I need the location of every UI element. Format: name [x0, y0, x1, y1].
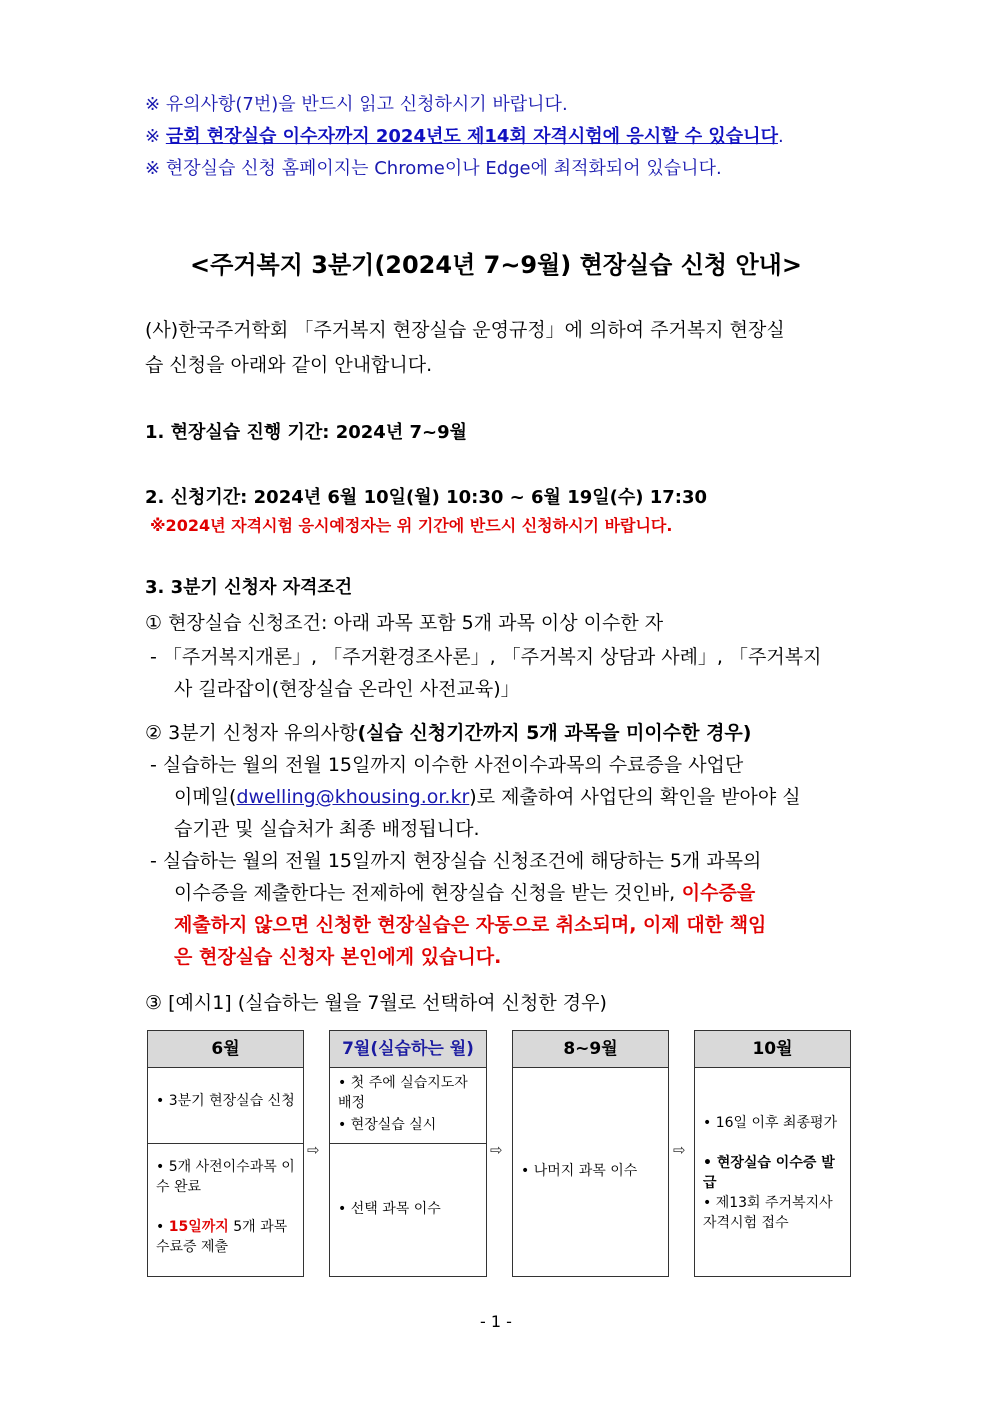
item-2-bullet-1-line-1: - 실습하는 월의 전월 15일까지 이수한 사전이수과목의 수료증을 사업단 — [150, 754, 744, 776]
section-2-note: ※2024년 자격시험 응시예정자는 위 기간에 반드시 신청하시기 바랍니다. — [150, 516, 673, 535]
flow-july-item-elective: • 선택 과목 이수 — [330, 1199, 486, 1219]
item-2-title: ② 3분기 신청자 유의사항(실습 신청기간까지 5개 과목을 미이수한 경우) — [145, 722, 752, 744]
intro-line-1: (사)한국주거학회 「주거복지 현장실습 운영규정」에 의하여 주거복지 현장실 — [145, 319, 785, 341]
flow-october-item-evaluation: • 16일 이후 최종평가 — [695, 1113, 850, 1133]
flow-arrow-3: ⇨ — [673, 1141, 686, 1159]
section-3-heading: 3. 3분기 신청자 자격조건 — [145, 577, 353, 598]
flow-column-june — [147, 1030, 304, 1277]
item-2-bullet-2-line-4: 은 현장실습 신청자 본인에게 있습니다. — [174, 946, 502, 968]
item-2-bullet-2-line-1: - 실습하는 월의 전월 15일까지 현장실습 신청조건에 해당하는 5개 과목의 — [150, 850, 762, 872]
section-2-heading: 2. 신청기간: 2024년 6월 10일(월) 10:30 ~ 6월 19일(수) 17:30 — [145, 487, 708, 508]
flow-header-july: 7월(실습하는 월) — [330, 1031, 486, 1068]
item-2-bullet-1-line-2: 이메일(dwelling@khousing.or.kr)로 제출하여 사업단의 확인을 받아야 실 — [174, 786, 801, 808]
item-2-bullet-2-line-3: 제출하지 않으면 신청한 현장실습은 자동으로 취소되며, 이제 대한 책임 — [174, 914, 767, 936]
flow-arrow-2: ⇨ — [490, 1141, 503, 1159]
item-2-bullet-2-line-2: 이수증을 제출한다는 전제하에 현장실습 신청을 받는 것인바, 이수증을 — [174, 882, 756, 904]
notice-line-2: ※ 금회 현장실습 이수자까지 2024년도 제14회 자격시험에 응시할 수 있습니다. — [145, 126, 784, 147]
flow-column-aug-sep — [512, 1030, 669, 1277]
flow-header-aug-sep: 8~9월 — [513, 1031, 668, 1068]
page-title: <주거복지 3분기(2024년 7~9월) 현장실습 신청 안내> — [190, 251, 802, 279]
item-2-bullet-1-line-3: 습기관 및 실습처가 최종 배정됩니다. — [174, 818, 480, 840]
notice-line-3: ※ 현장실습 신청 홈페이지는 Chrome이나 Edge에 최적화되어 있습니다. — [145, 158, 722, 179]
flow-column-october — [694, 1030, 851, 1277]
flow-july-item-practice: • 현장실습 실시 — [330, 1115, 486, 1135]
item-1-line-1: ① 현장실습 신청조건: 아래 과목 포함 5개 과목 이상 이수한 자 — [145, 612, 664, 634]
flow-june-item-apply: • 3분기 현장실습 신청 — [148, 1091, 303, 1111]
flow-june-item-complete: • 5개 사전이수과목 이수 완료 — [148, 1157, 303, 1198]
flow-october-item-certificate: • 현장실습 이수증 발급 — [695, 1153, 850, 1194]
flow-aug-sep-item: • 나머지 과목 이수 — [513, 1161, 668, 1181]
flow-header-june: 6월 — [148, 1031, 303, 1068]
item-1-line-2: - 「주거복지개론」, 「주거환경조사론」, 「주거복지 상담과 사례」, 「주거복지 — [150, 646, 822, 668]
intro-line-2: 습 신청을 아래와 같이 안내합니다. — [145, 354, 433, 376]
flow-column-july — [329, 1030, 487, 1277]
item-1-line-3: 사 길라잡이(현장실습 온라인 사전교육)」 — [174, 678, 520, 700]
notice-line-1: ※ 유의사항(7번)을 반드시 읽고 신청하시기 바랍니다. — [145, 94, 568, 115]
flow-june-item-submit: • 15일까지 5개 과목 수료증 제출 — [148, 1217, 303, 1258]
flow-arrow-1: ⇨ — [307, 1141, 320, 1159]
email-link[interactable]: dwelling@khousing.or.kr — [236, 786, 470, 808]
flow-october-item-exam: • 제13회 주거복지사 자격시험 접수 — [695, 1193, 850, 1234]
page-number: - 1 - — [480, 1312, 512, 1331]
flow-july-item-assign: • 첫 주에 실습지도자 배정 — [330, 1073, 486, 1114]
section-1-heading: 1. 현장실습 진행 기간: 2024년 7~9월 — [145, 422, 468, 443]
item-3-line: ③ [예시1] (실습하는 월을 7월로 선택하여 신청한 경우) — [145, 992, 607, 1014]
flow-header-october: 10월 — [695, 1031, 850, 1068]
